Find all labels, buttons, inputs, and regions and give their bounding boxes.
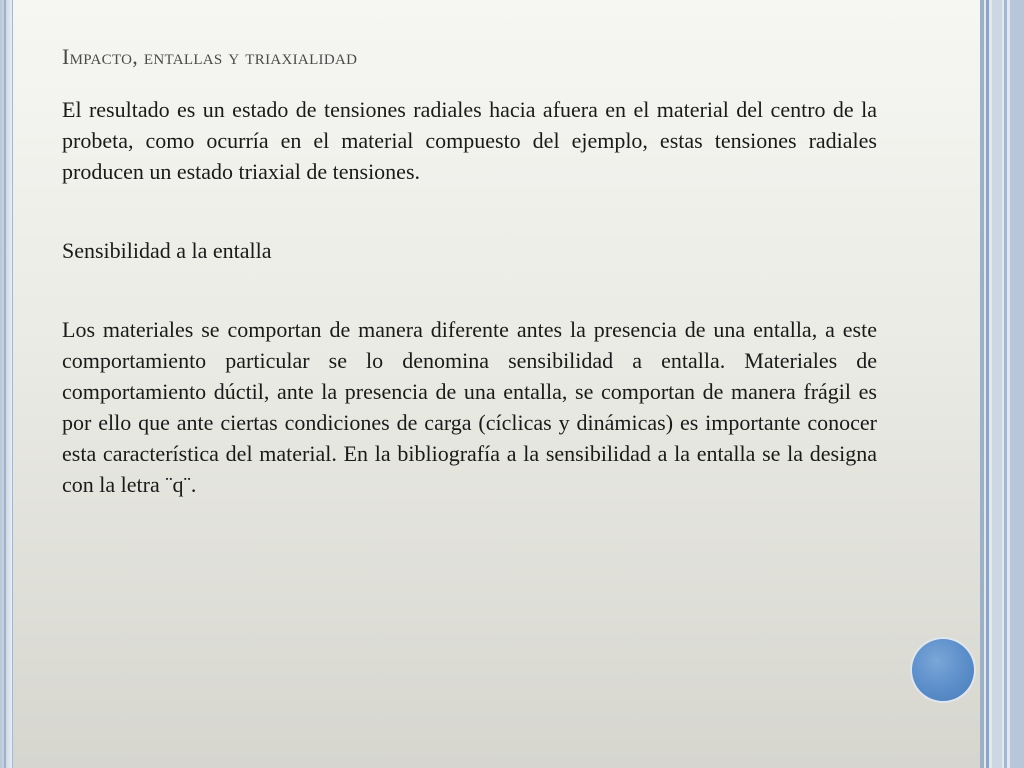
paragraph-notch-sensitivity: Los materiales se comportan de manera diferente antes la presencia de una entalla, a este comportamiento particular se lo denomina sensibilidad a entalla. Materiales de comportamiento dúctil, ante la presencia de una entalla, se comportan de manera frágil es por ello que ante ciertas condiciones de carga (cíclicas y dinámicas) es importante conocer esta característica del material. En la bibliografía a la sensibilidad a la entalla se la designa con la letra ¨q¨. [62, 317, 877, 497]
border-stripe [1010, 0, 1024, 768]
right-decorative-border [980, 0, 1024, 768]
slide-content [62, 94, 877, 500]
border-stripe [986, 0, 989, 768]
slide-title: Impacto, entallas y triaxialidad [62, 44, 358, 69]
decorative-circle-icon [912, 639, 974, 701]
paragraph-triaxial-stress: El resultado es un estado de tensiones radiales hacia afuera en el material del centro de la probeta, como ocurría en el material compuesto del ejemplo, estas tensiones radiales producen un estado triaxial de tensiones. [62, 97, 877, 184]
border-stripe [992, 0, 1002, 768]
border-stripe [980, 0, 984, 768]
left-decorative-border [0, 0, 13, 768]
subheading-notch-sensitivity: Sensibilidad a la entalla [62, 238, 272, 263]
border-stripe [1004, 0, 1007, 768]
